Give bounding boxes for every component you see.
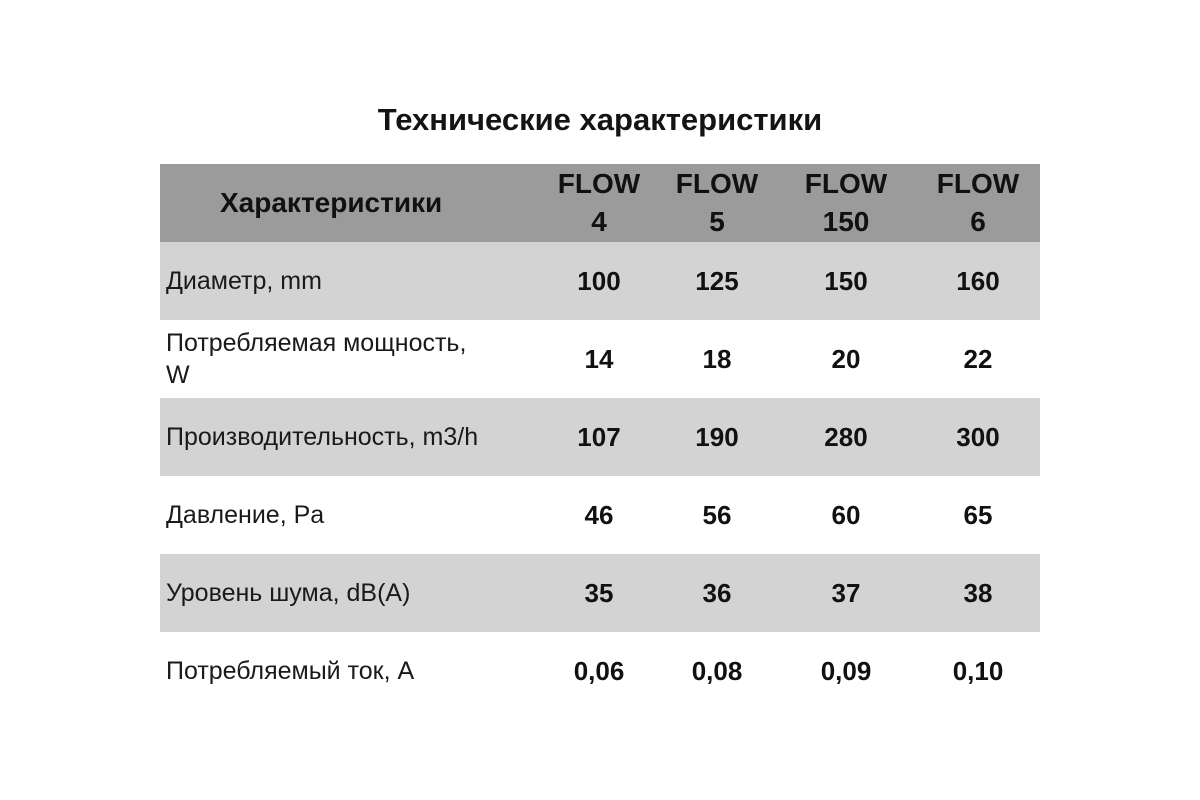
table-row-performance: [160, 398, 1040, 476]
table-cell: 0,08: [691, 656, 743, 686]
table-cell: 160: [956, 266, 1000, 296]
table-cell: 280: [824, 422, 868, 452]
model-number: 6: [970, 206, 986, 237]
table-row-current: [160, 632, 1040, 710]
table-row-diameter: [160, 242, 1040, 320]
model-number: 5: [709, 206, 725, 237]
row-label-line: Потребляемая мощность,: [166, 329, 467, 357]
table-row-noise: [160, 554, 1040, 632]
table-cell: 56: [702, 500, 732, 530]
row-label-line: W: [166, 361, 190, 389]
table-header-row: [160, 164, 1040, 242]
table-cell: 100: [577, 266, 621, 296]
model-name: FLOW: [936, 168, 1020, 199]
table-cell: 107: [577, 422, 621, 452]
row-label: Диаметр, mm: [166, 267, 322, 295]
model-number: 4: [591, 206, 607, 237]
header-model-flow-150: [776, 164, 916, 242]
row-label: Давление, Pa: [166, 501, 325, 529]
specs-table: [160, 164, 1040, 710]
table-cell: 300: [956, 422, 1000, 452]
model-name: FLOW: [557, 168, 641, 199]
table-row-power: [160, 320, 1040, 398]
row-label: Потребляемый ток, A: [166, 657, 415, 685]
table-cell: 0,09: [820, 656, 872, 686]
table-cell: 36: [702, 578, 732, 608]
header-characteristics: Характеристики: [220, 187, 443, 218]
table-cell: 20: [831, 344, 861, 374]
table-cell: 0,10: [952, 656, 1004, 686]
table-cell: 35: [584, 578, 614, 608]
page-title: Технические характеристики: [377, 102, 823, 137]
row-label: [160, 320, 540, 398]
table-cell: 0,06: [573, 656, 625, 686]
table-cell: 14: [584, 344, 614, 374]
table-cell: 125: [695, 266, 739, 296]
table-cell: 65: [963, 500, 993, 530]
row-label: Производительность, m3/h: [166, 423, 479, 451]
table-cell: 60: [831, 500, 861, 530]
table-cell: 38: [963, 578, 993, 608]
table-cell: 22: [963, 344, 993, 374]
model-number: 150: [822, 206, 870, 237]
model-name: FLOW: [804, 168, 888, 199]
table-cell: 18: [702, 344, 732, 374]
table-cell: 37: [831, 578, 861, 608]
table-row-pressure: [160, 476, 1040, 554]
table-cell: 46: [584, 500, 614, 530]
header-model-flow-5: [658, 164, 776, 242]
row-label: Уровень шума, dB(A): [166, 579, 411, 607]
model-name: FLOW: [675, 168, 759, 199]
table-cell: 150: [824, 266, 868, 296]
table-cell: 190: [695, 422, 739, 452]
header-model-flow-6: [916, 164, 1040, 242]
header-model-flow-4: [540, 164, 658, 242]
